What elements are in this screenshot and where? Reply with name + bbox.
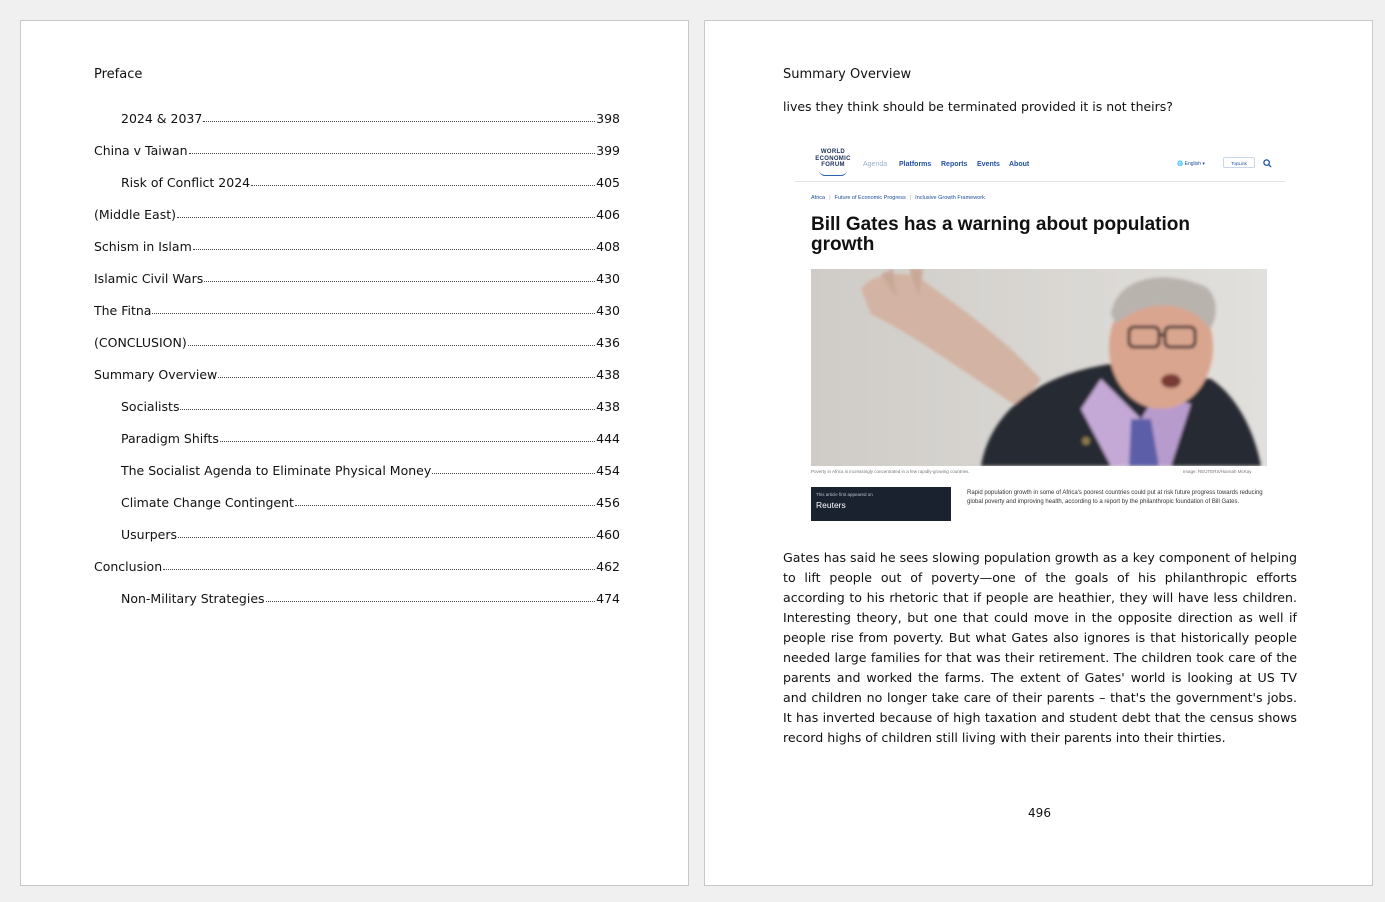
toc-page-number: 430 <box>596 271 620 286</box>
toc-title: China v Taiwan <box>94 143 188 158</box>
toc-entry[interactable] <box>94 190 620 222</box>
toc-title: Schism in Islam <box>94 239 192 254</box>
toc-title: (Middle East) <box>94 207 176 222</box>
page-number: 496 <box>1028 806 1051 820</box>
toc-page-number: 438 <box>596 399 620 414</box>
article-headline: Bill Gates has a warning about population growth <box>811 214 1190 255</box>
toc-entry[interactable] <box>94 222 620 254</box>
photo-credit: Image: REUTERS/Hannah McKay <box>1183 469 1252 474</box>
nav-reports: Reports <box>941 161 968 168</box>
article-summary: Rapid population growth in some of Africa's poorest countries could put at risk future progress towards reducing global poverty and improving health, according to a report by the philanthropic foundation of Bill Gates. <box>967 490 1263 505</box>
toc-leader <box>204 281 595 282</box>
article-photo <box>811 269 1267 466</box>
toc-page-number: 462 <box>596 559 620 574</box>
toc-leader <box>180 409 595 410</box>
toc-title: The Fitna <box>94 303 152 318</box>
toc-entry[interactable] <box>94 510 620 542</box>
nav-agenda: Agenda <box>863 161 888 168</box>
toc-leader <box>266 601 596 602</box>
toc-entry[interactable] <box>94 542 620 574</box>
right-page <box>704 20 1373 886</box>
source-box <box>811 487 951 521</box>
left-page <box>20 20 689 886</box>
breadcrumb-3: Inclusive Growth Framework <box>915 195 985 201</box>
logo-arc-icon <box>819 170 847 176</box>
photo-illustration <box>811 269 1267 466</box>
logo-line-1: WORLD <box>820 149 846 155</box>
toc-page-number: 454 <box>596 463 620 478</box>
toc-entry[interactable] <box>94 414 620 446</box>
toc-title: Summary Overview <box>94 367 218 382</box>
toc-page-number: 398 <box>596 111 620 126</box>
source-note: This article first appeared on <box>816 492 873 497</box>
toc-page-number: 408 <box>596 239 620 254</box>
photo-caption: Poverty in Africa is increasingly concentrated in a few rapidly-growing countries. <box>811 469 970 474</box>
toc-title: Climate Change Contingent <box>121 495 294 510</box>
toc-title: Paradigm Shifts <box>121 431 219 446</box>
article-breadcrumbs: Africa | Future of Economic Progress | Inclusive Growth Framework <box>811 195 985 201</box>
nav-platforms: Platforms <box>899 161 932 168</box>
language-label: English <box>1184 161 1202 167</box>
toc-entry[interactable] <box>94 478 620 510</box>
toc-title: (CONCLUSION) <box>94 335 187 350</box>
toc-leader <box>178 537 595 538</box>
toc-leader <box>152 313 595 314</box>
toc-title: Usurpers <box>121 527 177 542</box>
toc-title: Islamic Civil Wars <box>94 271 204 286</box>
nav-about: About <box>1009 161 1030 168</box>
toc-page-number: 436 <box>596 335 620 350</box>
nav-events: Events <box>977 161 1000 168</box>
continued-text: lives they think should be terminated provided it is not theirs? <box>783 99 1173 114</box>
body-paragraph: Gates has said he sees slowing population growth as a key component of helping to lift people out of poverty—one of the goals of his philanthropic efforts according to his rhetoric that if people are heathier, they will have less children. Interesting theory, but one that could move in the opposite direction as well if people rise from poverty. But what Gates also ignores is that historically people needed large families for that was their retirement. The children took care of the parents and worked the farms. The extent of Gates' world is looking at US TV and children no longer take care of their parents – that's the government's jobs. It has inverted because of high taxation and student debt that the census shows record highs of children still living with their parents into their thirties. <box>783 550 1297 745</box>
toc-leader <box>203 121 595 122</box>
toc-title: 2024 & 2037 <box>121 111 203 126</box>
toc-page-number: 406 <box>596 207 620 222</box>
toc-page-number: 474 <box>596 591 620 606</box>
toc-leader <box>177 217 595 218</box>
logo-line-3: FORUM <box>821 162 845 168</box>
toc-leader <box>193 249 595 250</box>
toplink-button: TopLink <box>1223 157 1255 168</box>
toc-leader <box>188 345 595 346</box>
toc-leader <box>189 153 596 154</box>
breadcrumb-2: Future of Economic Progress <box>834 195 906 201</box>
table-of-contents <box>94 94 620 606</box>
article-nav-bar <box>795 147 1285 182</box>
search-icon <box>1263 159 1272 168</box>
toc-title: Socialists <box>121 399 180 414</box>
source-name: Reuters <box>816 500 846 510</box>
toc-page-number: 405 <box>596 175 620 190</box>
toc-entry[interactable] <box>94 350 620 382</box>
running-header-left: Preface <box>94 67 143 82</box>
toc-leader <box>163 569 595 570</box>
toc-entry[interactable] <box>94 286 620 318</box>
embedded-article-screenshot <box>795 141 1285 551</box>
toc-leader <box>220 441 595 442</box>
toc-entry[interactable] <box>94 254 620 286</box>
toc-leader <box>432 473 595 474</box>
toc-page-number: 444 <box>596 431 620 446</box>
globe-icon: 🌐 <box>1177 161 1184 167</box>
wef-logo <box>811 149 855 176</box>
toc-entry[interactable] <box>94 382 620 414</box>
toc-leader <box>251 185 595 186</box>
toc-page-number: 430 <box>596 303 620 318</box>
language-selector <box>1177 161 1205 167</box>
running-header-right: Summary Overview <box>783 67 912 82</box>
logo-line-2: ECONOMIC <box>815 155 851 162</box>
toc-entry[interactable] <box>94 318 620 350</box>
toc-entry[interactable] <box>94 126 620 158</box>
toc-entry[interactable] <box>94 446 620 478</box>
toc-title: Non-Military Strategies <box>121 591 265 606</box>
toc-leader <box>295 505 595 506</box>
toc-page-number: 460 <box>596 527 620 542</box>
chevron-down-icon: ▾ <box>1202 161 1205 167</box>
toc-page-number: 456 <box>596 495 620 510</box>
toc-entry[interactable] <box>94 94 620 126</box>
toc-title: Risk of Conflict 2024 <box>121 175 251 190</box>
breadcrumb-1: Africa <box>811 195 826 201</box>
toc-page-number: 438 <box>596 367 620 382</box>
toc-entry[interactable] <box>94 574 620 606</box>
toc-leader <box>218 377 595 378</box>
toc-entry[interactable] <box>94 158 620 190</box>
toc-page-number: 399 <box>596 143 620 158</box>
toc-title: Conclusion <box>94 559 163 574</box>
toc-title: The Socialist Agenda to Eliminate Physical Money <box>121 463 432 478</box>
